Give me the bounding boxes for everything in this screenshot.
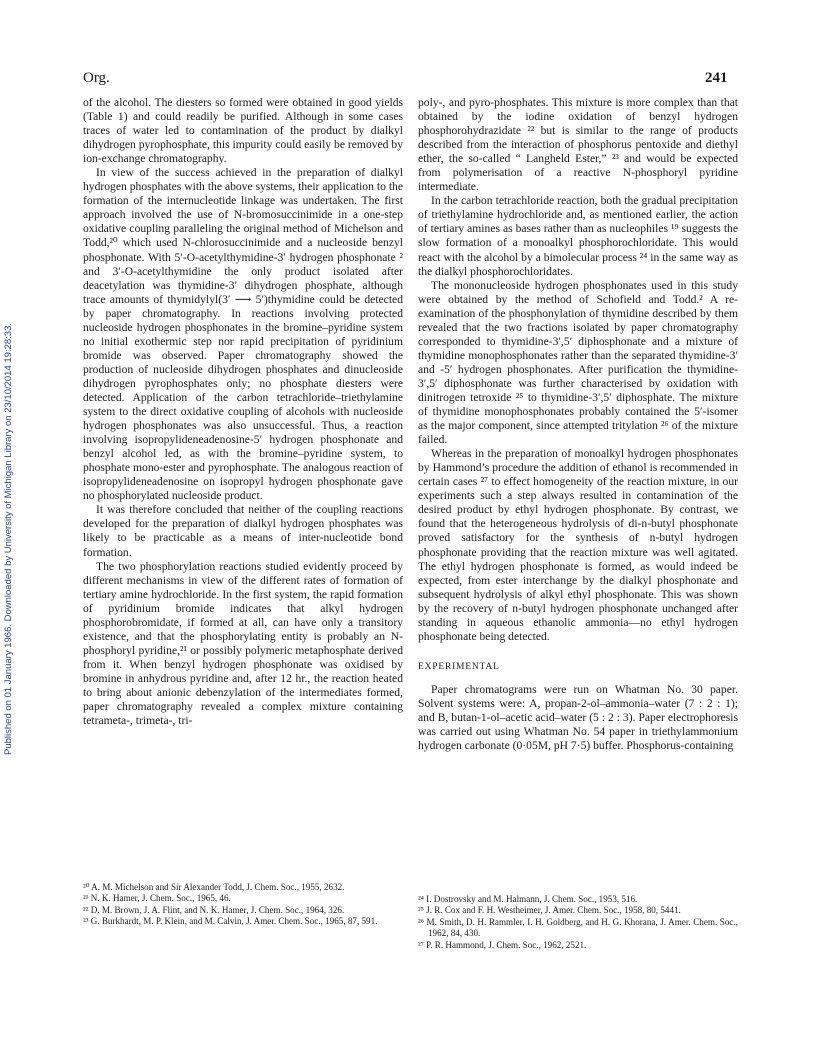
paragraph: It was therefore concluded that neither of the coupling reactions developed for the preparation of dialkyl hydrogen phosphates was likely to be practicable as a means of inter-nucleotide bond formation. xyxy=(83,503,403,559)
paragraph: Paper chromatograms were run on Whatman No. 30 paper. Solvent systems were: A, propan-2-ol–ammonia–water (7 : 2 : 1); and B, butan-1-ol–acetic acid–water (5 : 2 : 3). Paper electrophoresis was carried out using Whatman No. 54 paper in triethylammonium hydrogen carbonate (0·05M, pH 7·5) buffer. Phosphorus-containing xyxy=(418,682,738,753)
footnote: ²³ G. Burkhardt, M. P. Klein, and M. Calvin, J. Amer. Chem. Soc., 1965, 87, 591. xyxy=(83,916,378,927)
footnote: ²⁶ M. Smith, D. H. Rammler, I. H. Goldberg, and H. G. Khorana, J. Amer. Chem. Soc., 1962, 84, 430. xyxy=(418,916,738,939)
footnote: ²⁷ P. R. Hammond, J. Chem. Soc., 1962, 2521. xyxy=(418,939,587,950)
footnote: ²¹ N. K. Hamer, J. Chem. Soc., 1965, 46. xyxy=(83,893,231,904)
section-heading-experimental: EXPERIMENTAL xyxy=(418,661,500,672)
footnote: ²⁰ A. M. Michelson and Sir Alexander Todd, J. Chem. Soc., 1955, 2632. xyxy=(83,882,345,892)
footnote: ²² D. M. Brown, J. A. Flint, and N. K. Hamer, J. Chem. Soc., 1964, 326. xyxy=(83,904,345,915)
right-column xyxy=(418,96,738,753)
paragraph: poly-, and pyro-phosphates. This mixture is more complex than that obtained by the iodine oxidation of benzyl hydrogen phosphorohydrazidate ²² but is similar to the range of products described from the interaction of phosphorus pentoxide and diethyl ether, the so-called “ Langheld Ester,” ²³ and would be expected from polymerisation of a reactive N-phosphoryl pyridine intermediate. xyxy=(418,96,738,194)
footnote: ²⁴ I. Dostrovsky and M. Halmann, J. Chem. Soc., 1953, 516. xyxy=(418,894,638,904)
paragraph: In the carbon tetrachloride reaction, both the gradual precipitation of triethylamine hydrochloride and, as mentioned earlier, the action of tertiary amines as bases rather than as nucleophiles ¹⁹ suggests the slow formation of a monoalkyl phosphorochloridate. This would react with the alcohol by a bimolecular process ²⁴ in the same way as the dialkyl phosphorochloridates. xyxy=(418,194,738,278)
journal-section-label: Org. xyxy=(83,70,110,86)
download-notice: Published on 01 January 1966. Downloaded by University of Michigan Library on 23/10/2014 19:28:33. xyxy=(3,322,14,755)
paragraph: of the alcohol. The diesters so formed were obtained in good yields (Table 1) and could readily be purified. Although in some cases traces of water led to contamination of the product by dialkyl dihydrogen pyrophosphate, this impurity could easily be removed by ion-exchange chromatography. xyxy=(83,96,403,166)
footnotes-right xyxy=(418,894,738,951)
paragraph: Whereas in the preparation of monoalkyl hydrogen phosphonates by Hammond’s procedure the addition of ethanol is recommended in certain cases ²⁷ to effect homogeneity of the reaction mixture, in our experiments such a step always resulted in contamination of the desired product by ethyl hydrogen phosphonate. By contrast, we found that the heterogeneous hydrolysis of di-n-butyl phosphonate proved satisfactory for the synthesis of n-butyl hydrogen phosphonate providing that the reaction mixture was well agitated. The ethyl hydrogen phosphonate is formed, as would indeed be expected, from ester interchange by the dialkyl phosphonate and subsequent hydrolysis of alkyl ethyl phosphonate. This was shown by the recovery of n-butyl hydrogen phosphonate unchanged after standing in aqueous ethanolic ammonia—no ethyl hydrogen phosphonate being detected. xyxy=(418,447,738,643)
paragraph: The two phosphorylation reactions studied evidently proceed by different mechanisms in view of the different rates of formation of tertiary amine hydrochloride. In the first system, the rapid formation of pyridinium bromide indicates that alkyl hydrogen phosphorobromidate, if formed at all, can have only a transitory existence, and that the phosphorylating entity is probably an N-phosphoryl pyridine,²¹ or possibly polymeric metaphosphate derived from it. When benzyl hydrogen phosphonate was oxidised by bromine in anhydrous pyridine and, after 12 hr., the reaction heated to bring about anionic debenzylation of the intermediates formed, paper chromatography revealed a complex mixture containing tetrameta-, trimeta-, tri- xyxy=(83,559,403,728)
paragraph: In view of the success achieved in the preparation of dialkyl hydrogen phosphates with the above systems, their application to the formation of the internucleotide linkage was undertaken. The first approach involved the use of N-bromosuccinimide in a one-step oxidative coupling paralleling the original method of Michelson and Todd,²⁰ which used N-chlorosuccinimide and a nucleoside benzyl phosphonate. With 5′-O-acetylthymidine-3′ hydrogen phosphonate ² and 3′-O-acetylthymidine the only product isolated after deacetylation was thymidine-3′ dihydrogen phosphate, although trace amounts of thymidylyl(3′ ⟶ 5′)thymidine could be detected by paper chromatography. In reactions involving protected nucleoside hydrogen phosphonates in the bromine–pyridine system no initial exothermic step nor rapid precipitation of pyridinium bromide was observed. Paper chromatography showed the production of nucleoside dihydrogen phosphates and dinucleoside dihydrogen pyrophosphates only; no phosphate diesters were detected. Application of the carbon tetrachloride–triethylamine system to the direct oxidative coupling of alcohols with nucleoside hydrogen phosphonates was also unsuccessful. Thus, a reaction involving isopropylideneadenosine-5′ hydrogen phosphonate and benzyl alcohol led, as with the bromine–pyridine system, to phosphate mono-ester and pyrophosphate. The analogous reaction of isopropylideneadenosine on isopropyl hydrogen phosphonate gave no phosphorylated nucleoside product. xyxy=(83,166,403,503)
page-number: 241 xyxy=(705,70,728,86)
paragraph: The mononucleoside hydrogen phosphonates used in this study were obtained by the method of Schofield and Todd.² A re-examination of the phosphonylation of thymidine described by them revealed that the two fractions isolated by paper chromatography corresponded to thymidine-3′,5′ diphosphonate and a mixture of thymidine monophosphonates rather than the separated thymidine-3′ and -5′ hydrogen phosphonates. After purification the thymidine-3′,5′ diphosphonate was further characterised by oxidation with dinitrogen tetroxide ²⁵ to thymidine-3′,5′ diphosphate. The mixture of thymidine monophosphonates probably contained the 5′-isomer as the major component, since attempted tritylation ²⁶ of the mixture failed. xyxy=(418,278,738,447)
footnotes-left xyxy=(83,882,403,928)
footnote: ²⁵ J. R. Cox and F. H. Westheimer, J. Amer. Chem. Soc., 1958, 80, 5441. xyxy=(418,905,681,916)
left-column xyxy=(83,96,403,728)
download-notice-container xyxy=(3,215,17,755)
